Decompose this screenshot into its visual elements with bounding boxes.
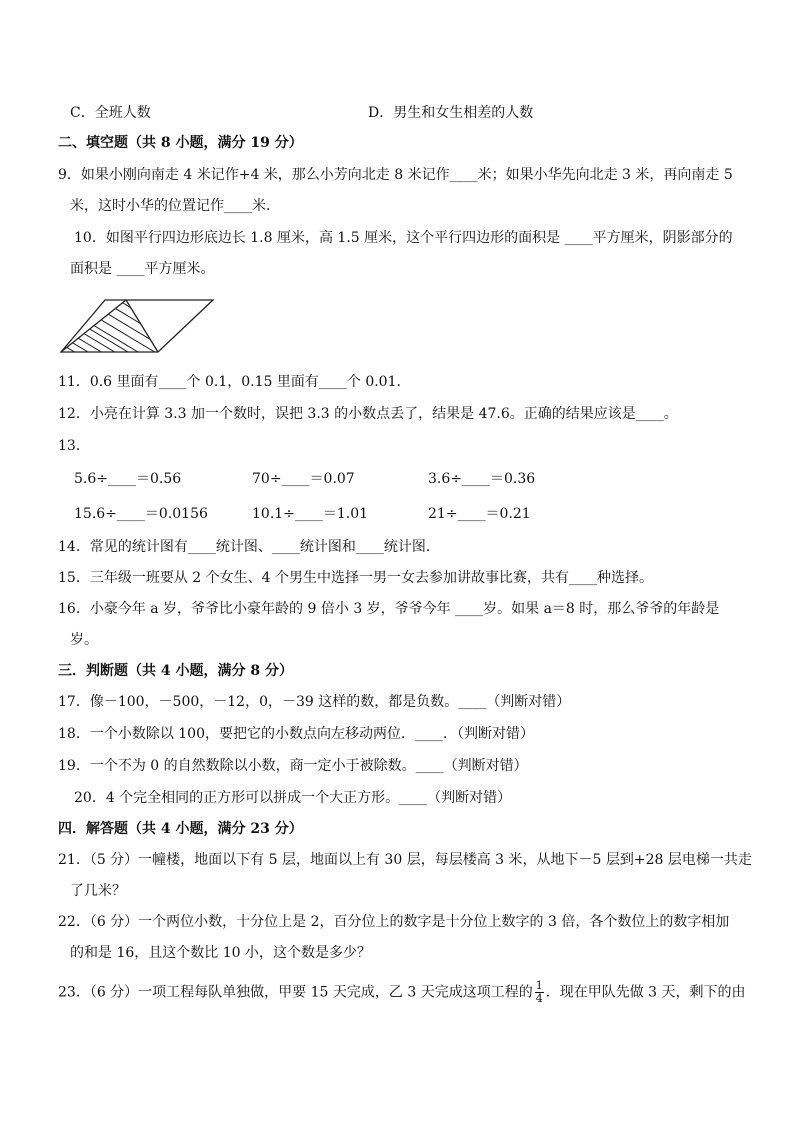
parallelogram-figure bbox=[58, 296, 218, 360]
question-21-line2: 了几米？ bbox=[70, 883, 126, 899]
section-answer-heading: 四．解答题（共 4 小题，满分 23 分） bbox=[58, 821, 303, 837]
q13-item-4: 15.6÷____＝0.0156 bbox=[74, 506, 208, 522]
section-judge-heading: 三．判断题（共 4 小题，满分 8 分） bbox=[58, 663, 293, 679]
question-16-line1: 16．小豪今年 a 岁，爷爷比小豪年龄的 9 倍小 3 岁，爷爷今年 ____岁。如果 a＝8 时，那么爷爷的年龄是 bbox=[58, 601, 720, 617]
choice-d: D．男生和女生相差的人数 bbox=[368, 105, 534, 121]
question-18: 18．一个小数除以 100，要把它的小数点向左移动两位．____．（判断对错） bbox=[58, 726, 534, 742]
q13-item-3: 3.6÷____＝0.36 bbox=[428, 471, 536, 487]
question-16-line2: 岁。 bbox=[70, 632, 98, 648]
fraction-one-quarter bbox=[535, 980, 544, 1005]
question-19: 19．一个不为 0 的自然数除以小数，商一定小于被除数。____（判断对错） bbox=[58, 758, 528, 774]
fraction-denominator: 4 bbox=[535, 992, 543, 1005]
question-10-line2: 面积是 ____平方厘米。 bbox=[70, 261, 215, 277]
question-22-line1: 22．（6 分）一个两位小数，十分位上是 2，百分位上的数字是十分位上数字的 3 倍，各个数位上的数字相加 bbox=[58, 914, 730, 930]
question-12: 12．小亮在计算 3.3 加一个数时，误把 3.3 的小数点丢了，结果是 47.6。正确的结果应该是____。 bbox=[58, 406, 678, 422]
question-23-text-b: ．现在甲队先做 3 天，剩下的由 bbox=[545, 984, 746, 1001]
question-17: 17．像－100，－500，－12，0，－39 这样的数，都是负数。____（判断对错） bbox=[58, 694, 571, 710]
question-9-line1: 9．如果小刚向南走 4 米记作+4 米，那么小芳向北走 8 米记作____米；如果小华先向北走 3 米，再向南走 5 bbox=[58, 167, 733, 183]
question-23-text-a: 23．（6 分）一项工程每队单独做，甲要 15 天完成，乙 3 天完成这项工程的 bbox=[58, 984, 533, 1001]
question-13: 13． bbox=[58, 438, 90, 454]
q13-item-1: 5.6÷____＝0.56 bbox=[74, 471, 182, 487]
question-10-line1: 10．如图平行四边形底边长 1.8 厘米，高 1.5 厘米，这个平行四边形的面积是 ____平方厘米，阴影部分的 bbox=[74, 230, 733, 246]
question-11: 11．0.6 里面有____个 0.1，0.15 里面有____个 0.01． bbox=[58, 374, 411, 390]
choice-c: C．全班人数 bbox=[70, 105, 151, 121]
question-21-line1: 21．（5 分）一幢楼，地面以下有 5 层，地面以上有 30 层，每层楼高 3 米，从地下－5 层到+28 层电梯一共走 bbox=[58, 852, 752, 868]
question-20: 20．4 个完全相同的正方形可以拼成一个大正方形。____（判断对错） bbox=[74, 790, 512, 806]
q13-item-6: 21÷____＝0.21 bbox=[428, 506, 531, 522]
question-22-line2: 的和是 16，且这个数比 10 小，这个数是多少？ bbox=[70, 945, 371, 961]
fraction-numerator: 1 bbox=[535, 979, 543, 992]
question-15: 15．三年级一班要从 2 个女生、4 个男生中选择一男一女去参加讲故事比赛，共有____种选择。 bbox=[58, 570, 653, 586]
question-9-line2: 米，这时小华的位置记作____米． bbox=[70, 198, 280, 214]
question-23-line1 bbox=[58, 980, 746, 1005]
q13-item-2: 70÷____＝0.07 bbox=[252, 471, 355, 487]
question-14: 14．常见的统计图有____统计图、____统计图和____统计图． bbox=[58, 539, 440, 555]
section-fill-heading: 二、填空题（共 8 小题，满分 19 分） bbox=[58, 135, 303, 151]
q13-item-5: 10.1÷____＝1.01 bbox=[252, 506, 369, 522]
